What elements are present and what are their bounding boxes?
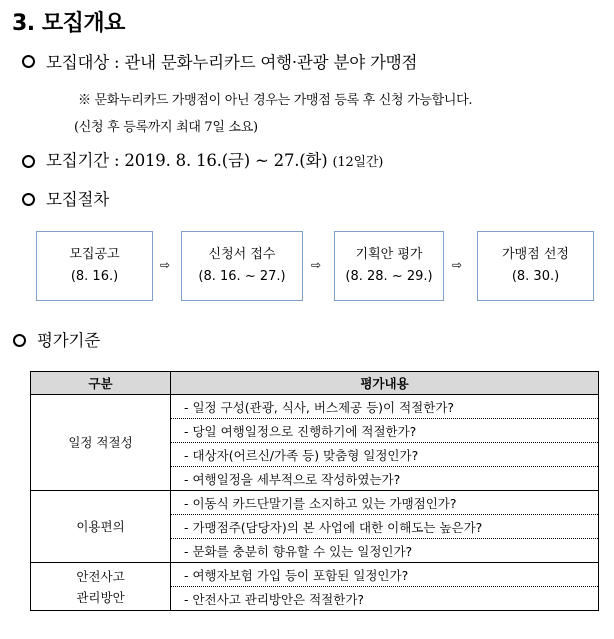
criterion-cell: - 대상자(어르신/가족 등) 맞춤형 일정인가?	[171, 443, 599, 467]
period-line	[46, 147, 383, 171]
criterion-cell: - 문화를 충분히 향유할 수 있는 일정인가?	[171, 539, 599, 563]
criterion-cell: - 안전사고 관리방안은 적절한가?	[171, 587, 599, 611]
criteria-heading: 평가기준	[37, 331, 100, 350]
criterion-cell: - 당일 여행일정으로 진행하기에 적절한가?	[171, 419, 599, 443]
criterion-cell: - 여행자보험 가입 등이 포함된 일정인가?	[171, 563, 599, 587]
table-row	[31, 395, 599, 419]
step-label: 모집공고	[69, 247, 120, 262]
category-line: 관리방안	[76, 589, 125, 605]
step-box	[36, 231, 153, 301]
step-box	[181, 231, 303, 301]
step-label: 가맹점 선정	[502, 247, 569, 262]
criterion-cell: - 여행일정을 세부적으로 작성하였는가?	[171, 467, 599, 491]
step-label: 신청서 접수	[208, 247, 276, 262]
header-content: 평가내용	[171, 372, 599, 395]
arrow-right-icon: ⇨	[452, 258, 463, 272]
step-box	[334, 231, 444, 301]
step-date: (8. 30.)	[511, 269, 560, 284]
criterion-cell: - 가맹점주(담당자)의 본 사업에 대한 이해도는 높은가?	[171, 515, 599, 539]
category-cell	[31, 563, 171, 611]
step-label: 기획안 평가	[355, 247, 423, 262]
arrow-right-icon: ⇨	[311, 258, 322, 272]
bullet-circle-icon	[13, 334, 26, 347]
table-row	[31, 491, 599, 515]
period-suffix: (12일간)	[332, 155, 384, 170]
step-date: (8. 28. ~ 29.)	[345, 269, 433, 284]
category-cell: 이용편의	[31, 491, 171, 563]
table-header-row	[31, 372, 599, 395]
section-title: 3. 모집개요	[12, 11, 125, 36]
step-date: (8. 16. ~ 27.)	[198, 269, 286, 284]
step-box	[477, 231, 594, 301]
period-text: 모집기간 : 2019. 8. 16.(금) ~ 27.(화)	[46, 151, 328, 170]
evaluation-table	[30, 371, 599, 611]
procedure-heading: 모집절차	[46, 190, 109, 209]
criterion-cell: - 일정 구성(관광, 식사, 버스제공 등)이 적절한가?	[171, 395, 599, 419]
category-line: 안전사고	[76, 568, 125, 584]
bullet-circle-icon	[22, 55, 35, 68]
category-cell: 일정 적절성	[31, 395, 171, 491]
note-line-2: (신청 후 등록까지 최대 7일 소요)	[74, 120, 258, 135]
bullet-circle-icon	[22, 155, 35, 168]
bullet-circle-icon	[22, 193, 35, 206]
header-category: 구분	[31, 372, 171, 395]
criterion-cell: - 이동식 카드단말기를 소지하고 있는 가맹점인가?	[171, 491, 599, 515]
table-row	[31, 563, 599, 587]
arrow-right-icon: ⇨	[160, 258, 171, 272]
target-line: 모집대상 : 관내 문화누리카드 여행·관광 분야 가맹점	[46, 53, 418, 72]
step-date: (8. 16.)	[70, 269, 119, 284]
note-line-1: ※ 문화누리카드 가맹점이 아닌 경우는 가맹점 등록 후 신청 가능합니다.	[78, 93, 473, 108]
